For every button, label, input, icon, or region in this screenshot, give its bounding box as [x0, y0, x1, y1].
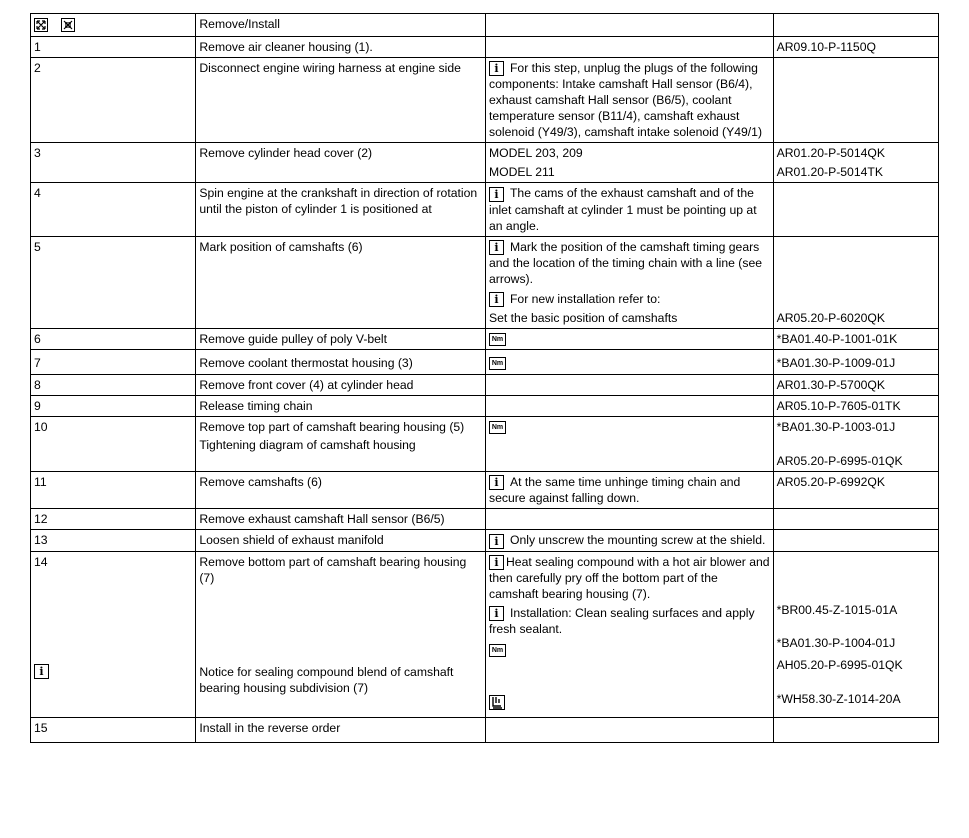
info-icon[interactable]: i: [489, 61, 504, 76]
step-note: [485, 143, 773, 183]
step-number: 4: [31, 183, 196, 236]
step-ref: [773, 143, 938, 183]
step-ref: [773, 58, 938, 143]
header-title: Remove/Install: [196, 14, 486, 37]
step-work: Remove guide pulley of poly V-belt: [196, 329, 486, 350]
work-text: Remove bottom part of camshaft bearing housing (7): [199, 554, 467, 585]
step-note: [485, 375, 773, 396]
note-text: Heat sealing compound with a hot air blower and then carefully pry off the bottom part of the camshaft bearing housing (7).: [488, 554, 770, 601]
step-number: 3: [31, 143, 196, 183]
step-note: [485, 472, 773, 509]
step-ref-link[interactable]: AR05.20-P-6995-01QK: [776, 454, 903, 469]
work-text: Remove top part of camshaft bearing housing (5): [199, 420, 465, 435]
step-number: 15: [31, 718, 196, 743]
model-label: MODEL 211: [488, 165, 555, 180]
step-note: [485, 551, 773, 718]
step-note: [485, 396, 773, 417]
sealant-tool-icon[interactable]: [489, 695, 505, 710]
step-ref-link[interactable]: *BA01.40-P-1001-01K: [773, 329, 938, 350]
step-number: 2: [31, 58, 196, 143]
step-note: [485, 530, 773, 551]
step-number: 5: [31, 236, 196, 329]
step-note: [485, 350, 773, 375]
note-text: Installation: Clean sealing surfaces and apply fresh sealant.: [488, 605, 755, 637]
step-ref: [773, 236, 938, 329]
note-text: The cams of the exhaust camshaft and of the inlet camshaft at cylinder 1 must be pointing up at an angle.: [488, 186, 757, 233]
step-number: 14: [34, 554, 48, 569]
table-row: [31, 530, 939, 551]
step-work: Remove air cleaner housing (1).: [196, 37, 486, 58]
step-number: 7: [31, 350, 196, 375]
table-row: [31, 375, 939, 396]
step-ref: [773, 551, 938, 718]
step-work: Remove camshafts (6): [196, 472, 486, 509]
torque-icon[interactable]: Nm: [489, 421, 506, 434]
step-work: Remove cylinder head cover (2): [196, 143, 486, 183]
note-text: Mark the position of the camshaft timing gears and the location of the timing chain with a line (see arrows).: [488, 239, 763, 286]
step-work: Release timing chain: [196, 396, 486, 417]
model-label: MODEL 203, 209: [488, 146, 583, 161]
table-row: [31, 329, 939, 350]
step-ref-link[interactable]: AR05.10-P-7605-01TK: [773, 396, 938, 417]
note-link-text: Set the basic position of camshafts: [488, 311, 678, 326]
step-work: Disconnect engine wiring harness at engine side: [196, 58, 486, 143]
note-text: For new installation refer to:: [509, 291, 661, 306]
info-icon[interactable]: i: [489, 292, 504, 307]
step-number: 10: [31, 417, 196, 472]
step-work: Remove front cover (4) at cylinder head: [196, 375, 486, 396]
info-icon[interactable]: i: [489, 534, 504, 549]
torque-icon[interactable]: Nm: [489, 357, 506, 370]
step-note: [485, 329, 773, 350]
table-row: [31, 718, 939, 743]
info-icon[interactable]: i: [489, 555, 504, 570]
torque-icon[interactable]: Nm: [489, 333, 506, 346]
table-row: [31, 350, 939, 375]
step-number: 13: [31, 530, 196, 551]
step-number: 1: [31, 37, 196, 58]
step-work: Loosen shield of exhaust manifold: [196, 530, 486, 551]
step-number: 6: [31, 329, 196, 350]
step-ref-link[interactable]: *BR00.45-Z-1015-01A: [776, 602, 898, 617]
step-ref-link[interactable]: *BA01.30-P-1004-01J: [776, 635, 896, 650]
torque-icon[interactable]: Nm: [489, 644, 506, 657]
table-row: [31, 417, 939, 472]
step-ref-link[interactable]: AH05.20-P-6995-01QK: [776, 657, 903, 672]
step-note: [485, 58, 773, 143]
step-number: 8: [31, 375, 196, 396]
step-work: Spin engine at the crankshaft in direction of rotation until the piston of cylinder 1 is positioned at: [196, 183, 486, 236]
table-row: [31, 37, 939, 58]
step-ref-link[interactable]: AR09.10-P-1150Q: [773, 37, 938, 58]
table-row: [31, 396, 939, 417]
step-note: [485, 509, 773, 530]
table-row: [31, 551, 939, 718]
step-work: Install in the reverse order: [196, 718, 486, 743]
step-ref-link[interactable]: *BA01.30-P-1003-01J: [776, 420, 896, 435]
table-row: [31, 58, 939, 143]
info-icon[interactable]: i: [489, 606, 504, 621]
header-ref-cell: [773, 14, 938, 37]
step-ref: [773, 509, 938, 530]
table-row: [31, 183, 939, 236]
table-header-row: [31, 14, 939, 37]
remove-arrows-icon: [34, 18, 48, 32]
step-work: [196, 417, 486, 472]
header-note-cell: [485, 14, 773, 37]
step-ref: [773, 183, 938, 236]
step-number-cell: [31, 551, 196, 718]
step-number: 9: [31, 396, 196, 417]
step-ref-link[interactable]: AR01.30-P-5700QK: [773, 375, 938, 396]
info-icon[interactable]: i: [34, 664, 49, 679]
note-text: For this step, unplug the plugs of the following components: Intake camshaft Hall sensor (B6/4), exhaust camshaft Hall sensor (B6/5), coolant temperature sensor (B11/4), camshaft exhaust solenoid (Y49/3), camshaft intake solenoid (Y49/1): [488, 61, 763, 140]
step-note: [485, 236, 773, 329]
step-note: [485, 718, 773, 743]
step-ref-link[interactable]: *WH58.30-Z-1014-20A: [776, 691, 901, 706]
step-ref-link[interactable]: AR05.20-P-6992QK: [773, 472, 938, 509]
install-arrows-icon: [61, 18, 75, 32]
info-icon[interactable]: i: [489, 240, 504, 255]
step-ref: [773, 530, 938, 551]
step-work: Mark position of camshafts (6): [196, 236, 486, 329]
header-icons-cell: [31, 14, 196, 37]
info-icon[interactable]: i: [489, 475, 504, 490]
step-ref: [773, 417, 938, 472]
table-row: [31, 472, 939, 509]
step-note: [485, 417, 773, 472]
step-number: 12: [31, 509, 196, 530]
step-ref-link[interactable]: *BA01.30-P-1009-01J: [773, 350, 938, 375]
step-work: Remove coolant thermostat housing (3): [196, 350, 486, 375]
note-text: At the same time unhinge timing chain and secure against falling down.: [488, 475, 741, 506]
step-ref: [773, 718, 938, 743]
note-text: Only unscrew the mounting screw at the shield.: [509, 533, 766, 548]
procedure-table: [30, 13, 939, 743]
step-work: [196, 551, 486, 718]
table-row: [31, 236, 939, 329]
work-link-text: Tightening diagram of camshaft housing: [199, 438, 416, 453]
table-row: [31, 509, 939, 530]
info-icon[interactable]: i: [489, 187, 504, 202]
step-note: [485, 37, 773, 58]
step-note: [485, 183, 773, 236]
step-work: Remove exhaust camshaft Hall sensor (B6/5): [196, 509, 486, 530]
work-notice-text: Notice for sealing compound blend of camshaft bearing housing subdivision (7): [199, 664, 454, 695]
step-number: 11: [31, 472, 196, 509]
step-ref-link[interactable]: AR01.20-P-5014TK: [776, 165, 883, 180]
step-ref-link[interactable]: AR05.20-P-6020QK: [776, 311, 886, 326]
table-row: [31, 143, 939, 183]
step-ref-link[interactable]: AR01.20-P-5014QK: [776, 146, 886, 161]
